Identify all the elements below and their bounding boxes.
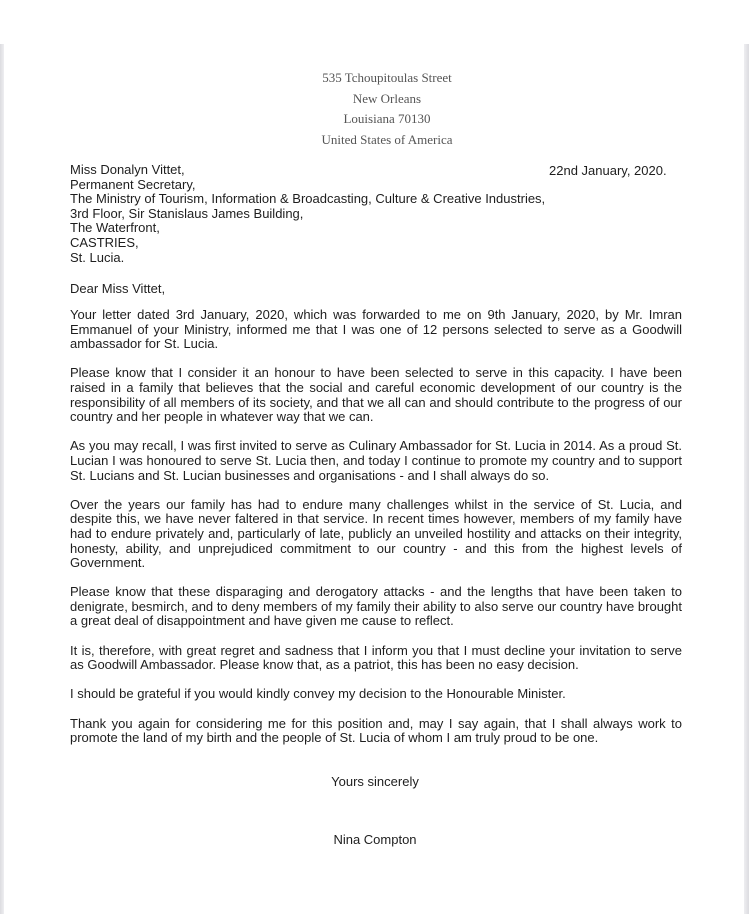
letter-page xyxy=(4,44,744,914)
recipient-name: Miss Donalyn Vittet, xyxy=(70,162,185,177)
paragraph: It is, therefore, with great regret and sadness that I inform you that I must decline your invitation to serve as Goodwill Ambassador. Please know that, as a patriot, this has been no easy decision. xyxy=(70,642,682,673)
paragraph: Over the years our family has had to endure many challenges whilst in the service of St. Lucia, and despite this, we have never faltered in that service. In recent times however, members of my family have had to endure privately and, particularly of late, publicly an unveiled hostility and attacks on their integrity, honesty, ability, and unprejudiced commitment to our country - and this from the highest levels of Government. xyxy=(70,496,682,571)
paragraph: Your letter dated 3rd January, 2020, which was forwarded to me on 9th January, 2020, by Mr. Imran Emmanuel of your Ministry, informed me that I was one of 12 persons selected to serve as a Goodwill ambassador for St. Lucia. xyxy=(70,307,682,352)
closing: Yours sincerely xyxy=(331,774,419,789)
recipient-ministry: The Ministry of Tourism, Information & Broadcasting, Culture & Creative Industries, xyxy=(70,191,546,207)
recipient-title: Permanent Secretary, xyxy=(70,176,196,192)
sender-country: United States of America xyxy=(321,131,453,147)
recipient-address xyxy=(70,163,545,265)
recipient-city: CASTRIES, xyxy=(70,234,139,250)
letter-date: 22nd January, 2020. xyxy=(549,163,667,178)
recipient-country: St. Lucia. xyxy=(70,249,125,265)
sender-state-zip: Louisiana 70130 xyxy=(343,111,431,126)
letter-body xyxy=(70,308,682,760)
sender-city: New Orleans xyxy=(352,90,422,106)
signature-name: Nina Compton xyxy=(333,832,417,847)
sender-street: 535 Tchoupitoulas Street xyxy=(322,70,452,85)
paragraph: I should be grateful if you would kindly convey my decision to the Honourable Minister. xyxy=(70,686,566,702)
salutation: Dear Miss Vittet, xyxy=(70,281,166,296)
paragraph: Please know that these disparaging and derogatory attacks - and the lengths that have been taken to denigrate, besmirch, and to deny members of my family their ability to also serve our country have brought a great deal of disappointment and have given me cause to reflect. xyxy=(70,584,682,629)
sender-address xyxy=(4,68,750,150)
recipient-street: The Waterfront, xyxy=(70,220,160,236)
recipient-building: 3rd Floor, Sir Stanislaus James Building, xyxy=(70,205,304,221)
paragraph: As you may recall, I was first invited to serve as Culinary Ambassador for St. Lucia in 2014. As a proud St. Lucian I was honoured to serve St. Lucia then, and today I continue to promote my country and to support St. Lucians and St. Lucian businesses and organisations - and I shall always do so. xyxy=(70,438,682,483)
paragraph: Please know that I consider it an honour to have been selected to serve in this capacity. I have been raised in a family that believes that the social and careful economic development of our country is the responsibility of all members of its society, and that we all can and should contribute to the progress of our country and her people in whatever way that we can. xyxy=(70,365,682,425)
paragraph: Thank you again for considering me for this position and, may I say again, that I shall always work to promote the land of my birth and the people of St. Lucia of whom I am truly proud to be one. xyxy=(70,715,682,746)
